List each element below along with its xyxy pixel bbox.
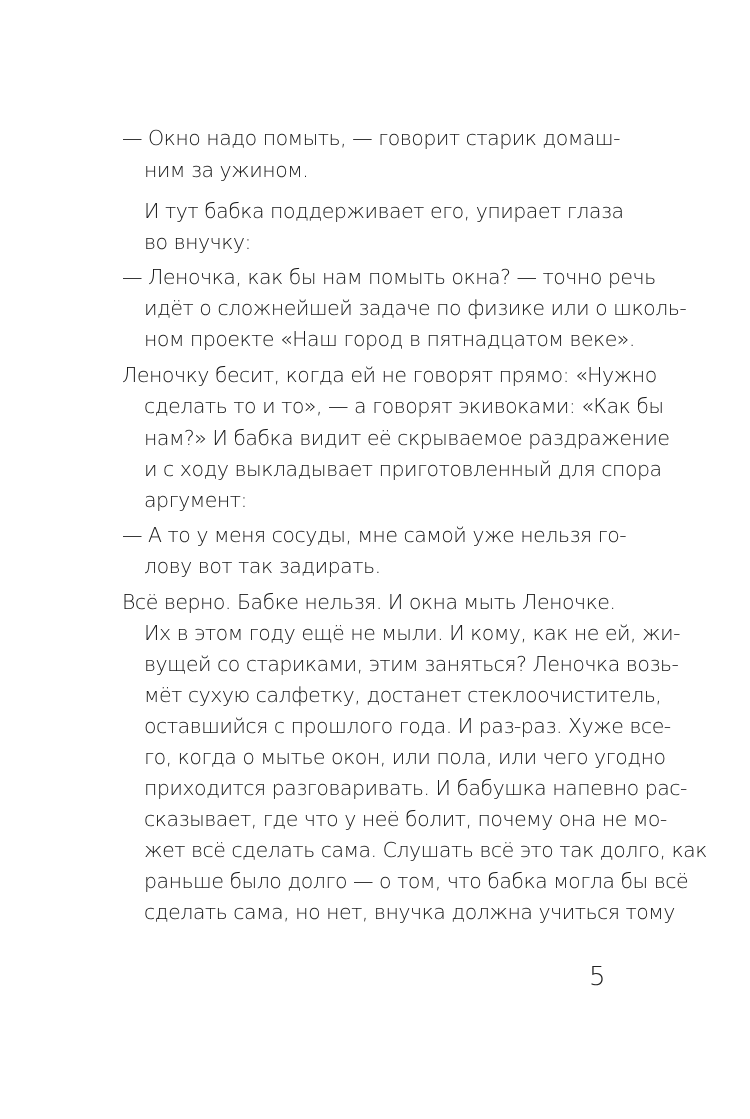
text-line: го, когда о мытье окон, или пола, или чего угодно <box>144 745 666 769</box>
text-line: ном проекте «Наш город в пятнадцатом веке». <box>144 327 635 351</box>
text-line: сделать сама, но нет, внучка должна учиться тому <box>144 900 675 924</box>
page-number: 5 <box>589 962 606 992</box>
text-line: Их в этом году ещё не мыли. И кому, как не ей, жи- <box>144 621 681 645</box>
text-line: ним за ужином. <box>144 158 309 182</box>
text-line: и с ходу выкладывает приготовленный для спора <box>144 457 662 481</box>
text-line: во внучку: <box>144 230 251 254</box>
text-line: И тут бабка поддерживает его, упирает глаза <box>144 199 624 223</box>
text-line: — Леночка, как бы нам помыть окна? — точно речь <box>122 265 656 289</box>
text-line: приходится разговаривать. И бабушка напевно рас- <box>144 776 687 800</box>
text-line: Всё верно. Бабке нельзя. И окна мыть Леночке. <box>122 590 616 614</box>
text-line: — Окно надо помыть, — говорит старик домаш- <box>122 126 621 150</box>
text-line: оставшийся с прошлого года. И раз-раз. Хуже все- <box>144 714 671 738</box>
text-line: лову вот так задирать. <box>144 554 381 578</box>
text-line: раньше было долго — о том, что бабка могла бы всё <box>144 869 689 893</box>
text-line: сделать то и то», — а говорят экивоками: «Как бы <box>144 394 664 418</box>
text-line: жет всё сделать сама. Слушать всё это так долго, как <box>144 838 707 862</box>
text-line: вущей со стариками, этим заняться? Леночка возь- <box>144 652 679 676</box>
text-line: аргумент: <box>144 488 247 512</box>
text-line: сказывает, где что у неё болит, почему она не мо- <box>144 807 667 831</box>
text-line: — А то у меня сосуды, мне самой уже нельзя го- <box>122 523 627 547</box>
text-line: мёт сухую салфетку, достанет стеклоочиститель, <box>144 683 662 707</box>
text-line: Леночку бесит, когда ей не говорят прямо: «Нужно <box>122 363 657 387</box>
text-line: нам?» И бабка видит её скрываемое раздражение <box>144 426 670 450</box>
text-line: идёт о сложнейшей задаче по физике или о школь- <box>144 296 687 320</box>
